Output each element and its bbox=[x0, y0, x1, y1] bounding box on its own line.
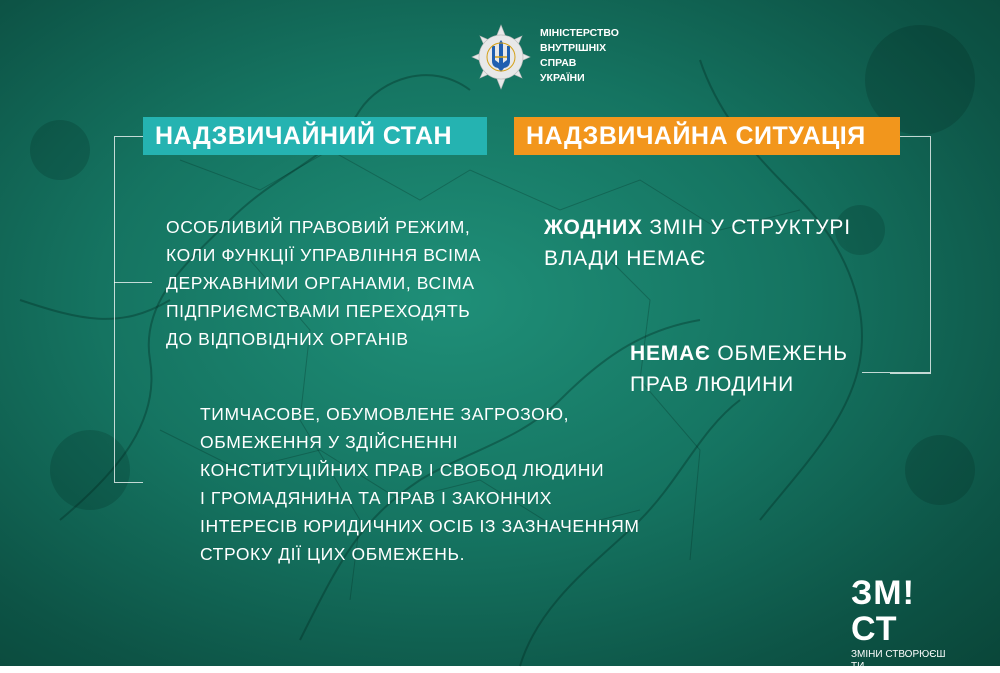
point1-line1 bbox=[544, 212, 904, 243]
point2-line1 bbox=[630, 338, 890, 369]
point2-bold: НЕМАЄ bbox=[630, 342, 711, 365]
zmist-logo bbox=[851, 575, 951, 673]
restriction-line: ІНТЕРЕСІВ ЮРИДИЧНИХ ОСІБ ІЗ ЗАЗНАЧЕННЯМ bbox=[200, 516, 640, 536]
restriction-line: ТИМЧАСОВЕ, ОБУМОВЛЕНЕ ЗАГРОЗОЮ, bbox=[200, 404, 570, 424]
ministry-line-4: УКРАЇНИ bbox=[540, 72, 585, 84]
emergency-state-restrictions bbox=[200, 400, 640, 568]
point1-bold: ЖОДНИХ bbox=[544, 216, 643, 239]
no-structure-changes-point bbox=[544, 212, 904, 274]
no-rights-restrictions-point bbox=[630, 338, 890, 400]
logo-wordmark: ЗМ!СТ bbox=[851, 574, 915, 648]
ministry-line-3: СПРАВ bbox=[540, 57, 577, 69]
point2-rest: ОБМЕЖЕНЬ bbox=[710, 342, 848, 365]
definition-line: ДО ВІДПОВІДНИХ ОРГАНІВ bbox=[166, 329, 409, 349]
definition-line: ДЕРЖАВНИМИ ОРГАНАМИ, ВСІМА bbox=[166, 273, 475, 293]
restriction-line: І ГРОМАДЯНИНА ТА ПРАВ І ЗАКОННИХ bbox=[200, 488, 553, 508]
restriction-line: КОНСТИТУЦІЙНИХ ПРАВ І СВОБОД ЛЮДИНИ bbox=[200, 460, 605, 480]
ministry-name bbox=[540, 26, 660, 86]
point2-line2: ПРАВ ЛЮДИНИ bbox=[630, 373, 794, 396]
emergency-state-heading: НАДЗВИЧАЙНИЙ СТАН bbox=[143, 117, 487, 155]
definition-line: ПІДПРИЄМСТВАМИ ПЕРЕХОДЯТЬ bbox=[166, 301, 471, 321]
police-emblem-icon bbox=[470, 22, 532, 92]
left-bracket-tick bbox=[114, 282, 152, 283]
definition-line: КОЛИ ФУНКЦІЇ УПРАВЛІННЯ ВСІМА bbox=[166, 245, 482, 265]
emergency-situation-heading: НАДЗВИЧАЙНА СИТУАЦІЯ bbox=[514, 117, 900, 155]
ministry-line-1: МІНІСТЕРСТВО bbox=[540, 27, 619, 39]
left-bracket-line bbox=[114, 136, 143, 483]
logo-tagline: ЗМІНИ СТВОРЮЄШ ТИ bbox=[851, 649, 946, 672]
ministry-line-2: ВНУТРІШНІХ bbox=[540, 42, 607, 54]
restriction-line: СТРОКУ ДІЇ ЦИХ ОБМЕЖЕНЬ. bbox=[200, 544, 466, 564]
definition-line: ОСОБЛИВИЙ ПРАВОВИЙ РЕЖИМ, bbox=[166, 217, 471, 237]
restriction-line: ОБМЕЖЕННЯ У ЗДІЙСНЕННІ bbox=[200, 432, 459, 452]
point1-line2: ВЛАДИ НЕМАЄ bbox=[544, 247, 706, 270]
point1-rest: ЗМІН У СТРУКТУРІ bbox=[642, 216, 851, 239]
emergency-state-definition bbox=[166, 213, 506, 353]
